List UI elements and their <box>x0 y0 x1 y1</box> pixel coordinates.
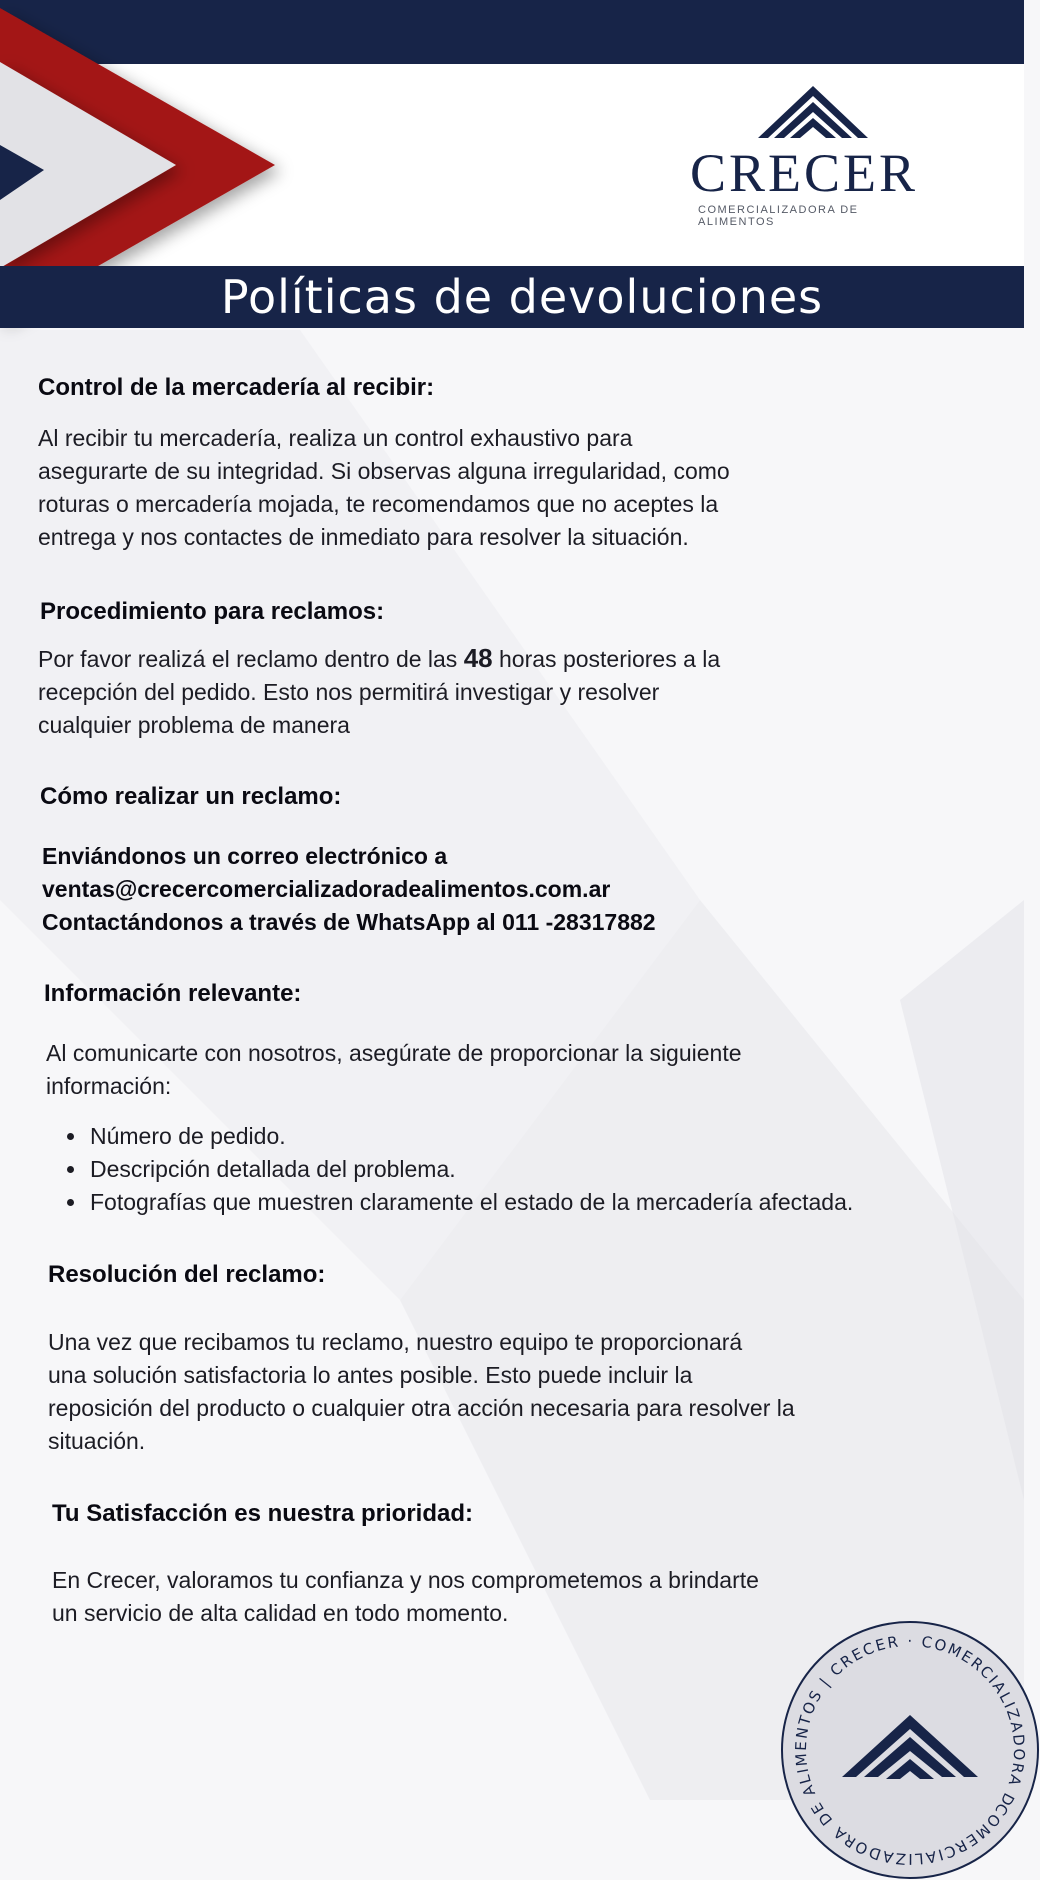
list-item: • Fotografías que muestren claramente el estado de la mercadería afectada. <box>88 1186 853 1219</box>
contact-whatsapp-line[interactable]: Contactándonos a través de WhatsApp al 011 -28317882 <box>42 909 656 935</box>
section-body-control <box>38 422 730 554</box>
body-line: cualquier problema de manera <box>38 712 350 738</box>
seal-text: COMERCIALIZADORA DE ALIMENTOS | CRECER · COMERCIALIZADORA DE <box>791 1631 1029 1869</box>
body-line: un servicio de alta calidad en todo momento. <box>52 1600 509 1626</box>
brand-logo <box>690 86 940 226</box>
section-heading-informacion: Información relevante: <box>44 980 302 1007</box>
section-body-resolucion <box>48 1326 795 1458</box>
section-heading-procedimiento: Procedimiento para reclamos: <box>40 598 385 625</box>
contact-email-link[interactable]: ventas@crecercomercializadoradealimentos.com.ar <box>42 876 611 902</box>
body-line <box>38 642 720 676</box>
list-item: • Descripción detallada del problema. <box>88 1153 853 1186</box>
brand-subtitle: COMERCIALIZADORA DE ALIMENTOS <box>698 204 859 228</box>
body-line: En Crecer, valoramos tu confianza y nos comprometemos a brindarte <box>52 1567 759 1593</box>
section-body-procedimiento <box>38 642 720 742</box>
section-heading-satisfaccion: Tu Satisfacción es nuestra prioridad: <box>52 1500 473 1527</box>
body-line: información: <box>46 1073 172 1099</box>
brand-name: CRECER <box>690 143 919 203</box>
contact-options <box>42 840 656 939</box>
section-heading-resolucion: Resolución del reclamo: <box>48 1261 326 1288</box>
page-title: Políticas de devoluciones <box>220 270 824 324</box>
body-line: situación. <box>48 1428 146 1454</box>
body-line: una solución satisfactoria lo antes posible. Esto puede incluir la <box>48 1362 693 1388</box>
list-item: • Número de pedido. <box>88 1120 853 1153</box>
body-line: recepción del pedido. Esto nos permitirá investigar y resolver <box>38 679 660 705</box>
brand-seal <box>780 1620 1040 1880</box>
body-line: asegurarte de su integridad. Si observas alguna irregularidad, como <box>38 458 730 484</box>
section-body-informacion <box>46 1037 742 1103</box>
section-heading-como: Cómo realizar un reclamo: <box>40 783 342 810</box>
body-text: horas posteriores a la <box>492 646 721 672</box>
title-bar <box>0 266 1024 328</box>
section-heading-control: Control de la mercadería al recibir: <box>38 374 435 401</box>
body-line: roturas o mercadería mojada, te recomendamos que no aceptes la <box>38 491 719 517</box>
contact-line-email-intro: Enviándonos un correo electrónico a <box>42 843 448 869</box>
required-info-list <box>40 1120 853 1219</box>
body-text: Por favor realizá el reclamo dentro de las <box>38 646 464 672</box>
body-line: Al recibir tu mercadería, realiza un control exhaustivo para <box>38 425 633 451</box>
section-body-satisfaccion <box>52 1564 759 1630</box>
roof-logo-icon <box>758 86 868 142</box>
body-line: reposición del producto o cualquier otra acción necesaria para resolver la <box>48 1395 795 1421</box>
body-line: entrega y nos contactes de inmediato para resolver la situación. <box>38 524 689 550</box>
body-line: Al comunicarte con nosotros, asegúrate de proporcionar la siguiente <box>46 1040 742 1066</box>
body-line: Una vez que recibamos tu reclamo, nuestro equipo te proporcionará <box>48 1329 743 1355</box>
hours-value: 48 <box>463 643 493 673</box>
